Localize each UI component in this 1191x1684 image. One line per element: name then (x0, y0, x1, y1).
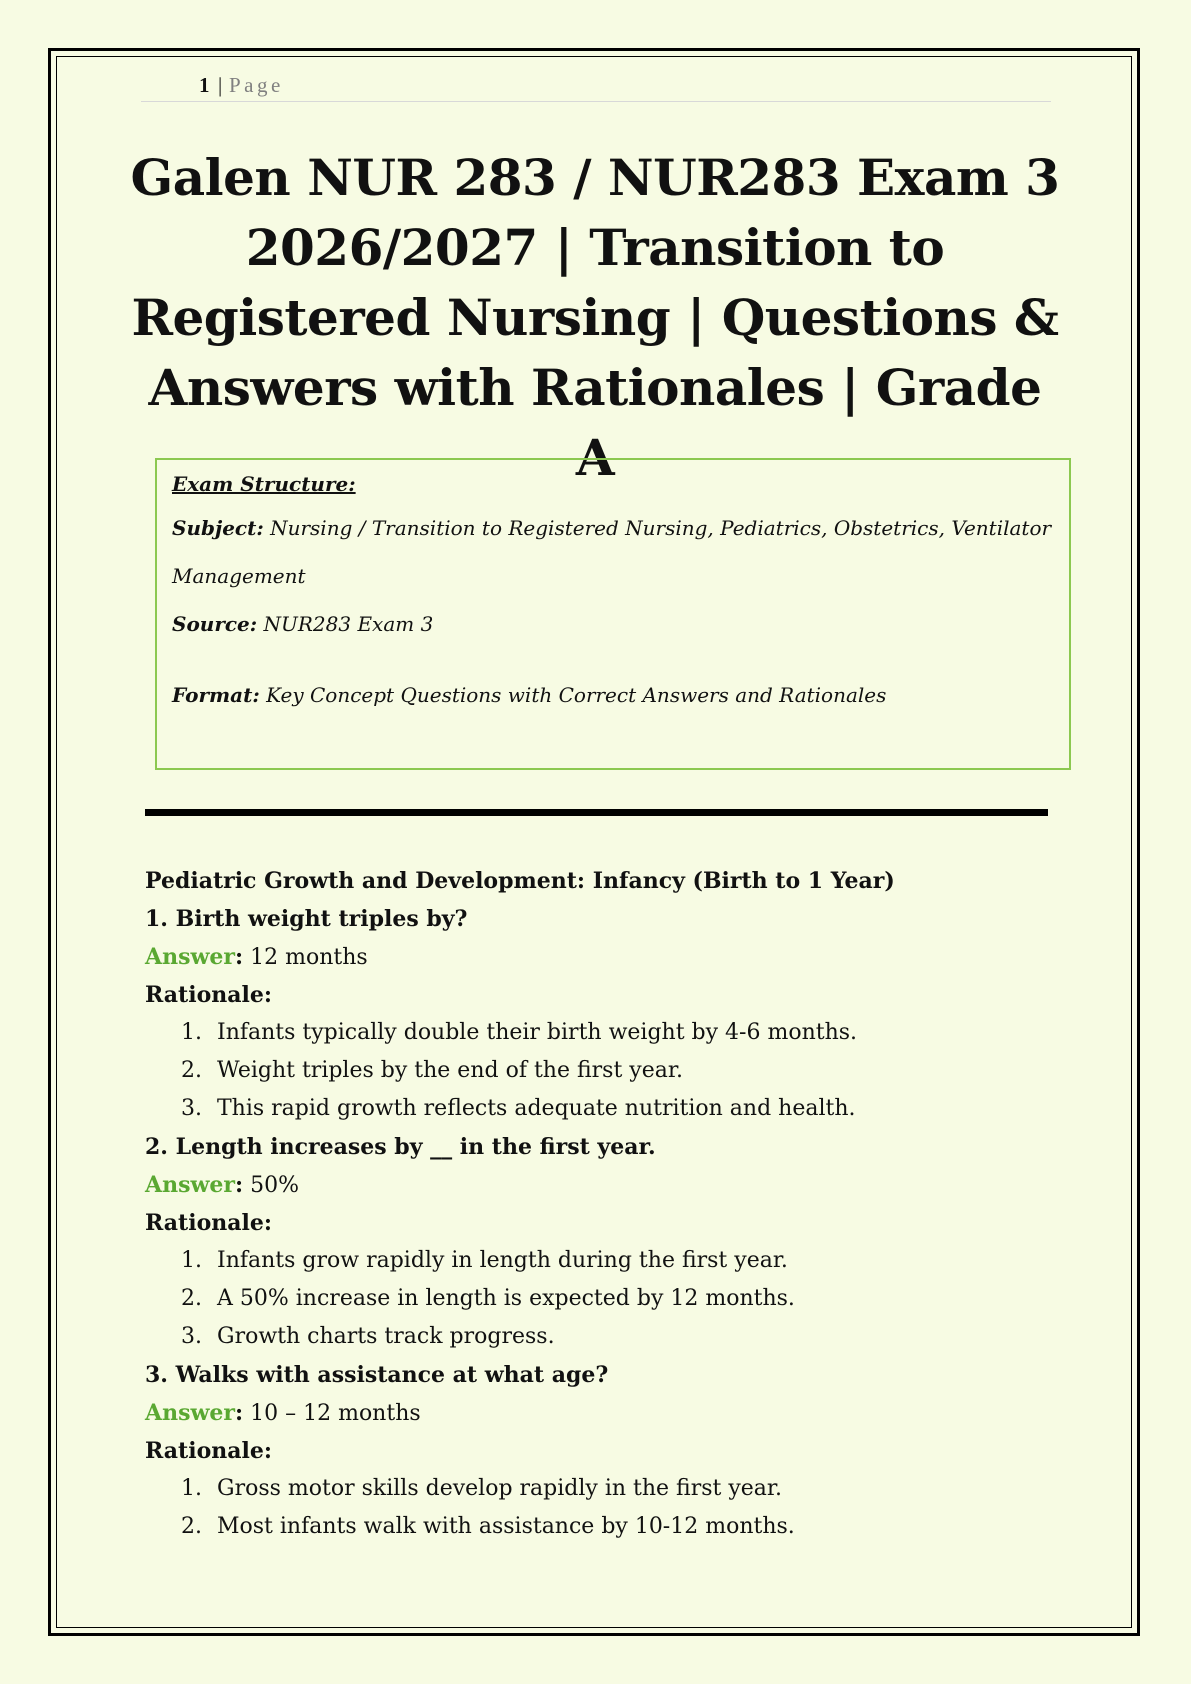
question: 3. Walks with assistance at what age? (145, 1362, 609, 1388)
exam-structure-box (155, 458, 1071, 770)
page-number-separator: | (218, 73, 223, 97)
rationale-text: Growth charts track progress. (217, 1324, 555, 1349)
rationale-number: 3. (181, 1096, 202, 1121)
answer-label: Answer (145, 1400, 235, 1426)
rationale-item (145, 1014, 1065, 1052)
answer-row: Answer: 12 months (145, 944, 368, 970)
rationale-label: Rationale: (145, 982, 272, 1008)
rationale-text: This rapid growth reflects adequate nutrition and health. (217, 1096, 856, 1121)
rationale-number: 2. (181, 1514, 202, 1539)
page-label: Page (229, 73, 284, 97)
rationale-text: Infants typically double their birth weight by 4-6 months. (217, 1020, 858, 1045)
rationale-item (145, 1090, 1065, 1128)
rationale-number: 1. (181, 1020, 202, 1045)
answer-row: Answer: 50% (145, 1172, 300, 1198)
section-title: Pediatric Growth and Development: Infancy (Birth to 1 Year) (145, 868, 895, 894)
rationale-text: A 50% increase in length is expected by 12 months. (217, 1286, 795, 1311)
answer-row: Answer: 10 – 12 months (145, 1400, 421, 1426)
rationale-item (145, 1318, 1065, 1356)
rationale-label: Rationale: (145, 1438, 272, 1464)
format-row (172, 671, 1052, 720)
question: 2. Length increases by __ in the first year. (145, 1134, 656, 1160)
format-value: Key Concept Questions with Correct Answers and Rationales (266, 683, 887, 707)
rationale-item (145, 1280, 1065, 1318)
subject-value-continued: Management (172, 564, 306, 588)
rationale-item (145, 1242, 1065, 1280)
rationale-item (145, 1508, 1065, 1546)
subject-label: Subject: (172, 516, 264, 540)
answer-label: Answer (145, 944, 235, 970)
subject-row (172, 504, 1052, 553)
rationale-number: 1. (181, 1248, 202, 1273)
rationale-text: Weight triples by the end of the first year. (217, 1058, 683, 1083)
section-divider (145, 809, 1048, 816)
rationale-text: Infants grow rapidly in length during the first year. (217, 1248, 788, 1273)
subject-continuation-row (172, 552, 1052, 601)
subject-value: Nursing / Transition to Registered Nursing, Pediatrics, Obstetrics, Ventilator (270, 516, 1052, 540)
rationale-label: Rationale: (145, 1210, 272, 1236)
document-title: Galen NUR 283 / NUR283 Exam 3 2026/2027 | Transition to Registered Nursing | Questions & Answers with Rationales | Grade A (130, 148, 1060, 487)
source-row (172, 600, 1052, 649)
answer-value: 12 months (250, 945, 368, 970)
rationale-item (145, 1470, 1065, 1508)
rationale-number: 1. (181, 1476, 202, 1501)
source-label: Source: (172, 612, 258, 636)
exam-structure-heading: Exam Structure: (172, 472, 356, 496)
question: 1. Birth weight triples by? (145, 906, 468, 932)
format-label: Format: (172, 683, 260, 707)
rationale-item (145, 1052, 1065, 1090)
answer-value: 10 – 12 months (250, 1401, 421, 1426)
exam-structure-heading-row (172, 460, 1052, 509)
page-header (141, 72, 1051, 102)
rationale-text: Most infants walk with assistance by 10-12 months. (217, 1514, 795, 1539)
answer-label: Answer (145, 1172, 235, 1198)
rationale-number: 2. (181, 1286, 202, 1311)
rationale-text: Gross motor skills develop rapidly in the first year. (217, 1476, 783, 1501)
rationale-number: 2. (181, 1058, 202, 1083)
source-value: NUR283 Exam 3 (263, 612, 434, 636)
page-number: 1 (199, 73, 210, 97)
answer-value: 50% (250, 1173, 300, 1198)
qa-content (145, 862, 1065, 1546)
rationale-number: 3. (181, 1324, 202, 1349)
